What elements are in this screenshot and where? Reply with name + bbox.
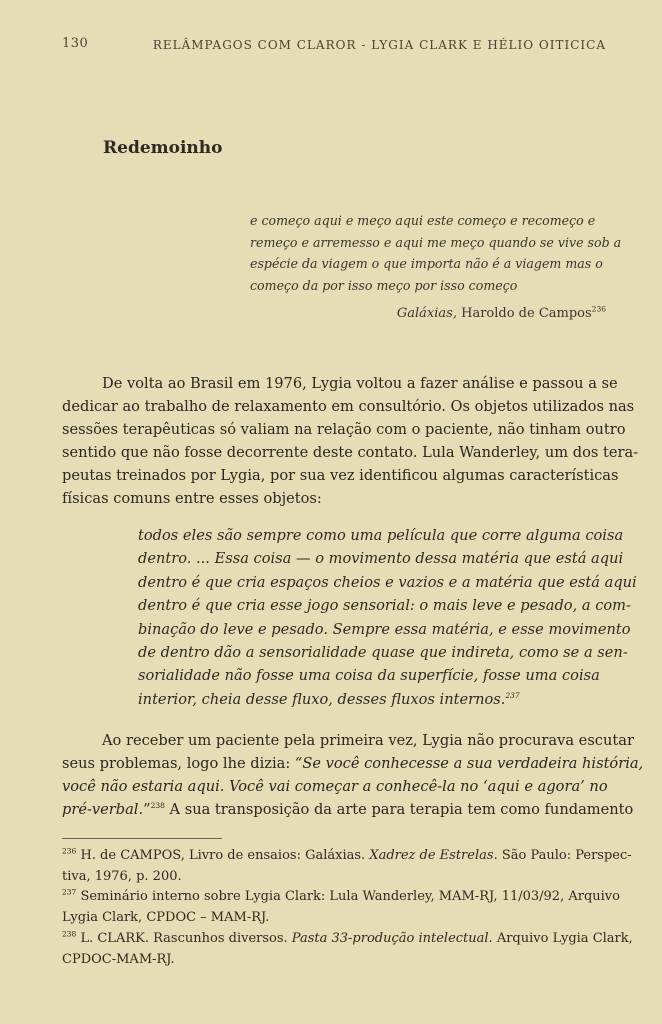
footnote-divider bbox=[62, 838, 222, 839]
footnote-text: Arquivo Lygia Clark, bbox=[492, 930, 633, 946]
paragraph-line: peutas treinados por Lygia, por sua vez identificou algumas características bbox=[62, 467, 619, 484]
paragraph-line: físicas comuns entre esses objetos: bbox=[62, 490, 322, 507]
block-quote bbox=[138, 524, 637, 711]
quoted-speech: pré-verbal. bbox=[62, 801, 144, 818]
paragraph-line: Ao receber um paciente pela primeira vez, Lygia não procurava escutar bbox=[102, 732, 634, 749]
epigraph-line: espécie da viagem o que importa não é a viagem mas o bbox=[250, 256, 603, 271]
quote-line: dentro é que cria espaços cheios e vazios e a matéria que está aqui bbox=[138, 573, 637, 591]
epigraph-source: Galáxias, bbox=[396, 306, 457, 321]
footnote-number: 237 bbox=[62, 888, 77, 898]
footnote-title: Xadrez de Estrelas bbox=[369, 848, 494, 863]
quote-line-last bbox=[138, 688, 602, 711]
quoted-speech-line: você não estaria aqui. Você vai começar a conhecê-la no ‘aqui e agora’ no bbox=[62, 778, 608, 795]
quote-line: binação do leve e pesado. Sempre essa matéria, e esse movimento bbox=[138, 620, 631, 638]
footnote-title: Pasta 33-produção intelectual. bbox=[291, 930, 493, 946]
footnote-236 bbox=[62, 846, 632, 867]
section-title: Redemoinho bbox=[103, 138, 223, 158]
paragraph-text: A sua transposição da arte para terapia tem como fundamento bbox=[164, 801, 634, 818]
paragraph-1 bbox=[62, 372, 639, 510]
paragraph-text: seus problemas, logo lhe dizia: bbox=[62, 755, 295, 772]
paragraph-line: sessões terapêuticas só valiam na relação com o paciente, não tinham outro bbox=[62, 421, 626, 438]
footnote-text: L. CLARK. Rascunhos diversos. bbox=[76, 930, 292, 946]
footnote-number: 236 bbox=[62, 846, 77, 856]
footnote-237 bbox=[62, 887, 620, 908]
quote-line: de dentro dão a sensorialidade quase que indireta, como se a sen- bbox=[138, 644, 628, 662]
running-title: RELÂMPAGOS COM CLAROR - LYGIA CLARK E HÉLIO OITICICA bbox=[152, 38, 606, 52]
quote-line: dentro é que cria esse jogo sensorial: o mais leve e pesado, a com- bbox=[138, 597, 631, 615]
quote-line: sorialidade não fosse uma coisa da superfície, fosse uma coisa bbox=[138, 667, 600, 685]
paragraph-line bbox=[62, 798, 634, 821]
paragraph-2 bbox=[62, 729, 644, 821]
footnote-text: H. de CAMPOS, Livro de ensaios: Galáxias. bbox=[76, 848, 370, 863]
epigraph-attribution bbox=[397, 306, 606, 321]
paragraph-line: sentido que não fosse decorrente deste contato. Lula Wanderley, um dos tera- bbox=[62, 444, 639, 461]
footnote-238-cont: CPDOC-MAM-RJ. bbox=[62, 951, 175, 967]
quote-text: interior, cheia desse fluxo, desses fluxos internos. bbox=[138, 690, 506, 708]
footnote-number: 238 bbox=[62, 929, 77, 939]
quoted-speech: “Se você conhecesse a sua verdadeira história, bbox=[294, 755, 644, 772]
paragraph-line: De volta ao Brasil em 1976, Lygia voltou a fazer análise e passou a se bbox=[102, 375, 618, 392]
footnote-ref[interactable]: 238 bbox=[150, 801, 165, 811]
quote-line: todos eles são sempre como uma película que corre alguma coisa bbox=[138, 527, 624, 544]
footnote-text: . São Paulo: Perspec- bbox=[493, 848, 632, 863]
epigraph-line: começo da por isso meço por isso começo bbox=[250, 277, 518, 293]
epigraph-line: e começo aqui e meço aqui este começo e recomeço e bbox=[250, 213, 596, 228]
paragraph-line bbox=[62, 752, 644, 775]
epigraph bbox=[250, 210, 622, 296]
closing-quote: ” bbox=[143, 801, 151, 818]
quote-line: dentro. ... Essa coisa — o movimento dessa matéria que está aqui bbox=[138, 550, 624, 568]
footnote-text: Seminário interno sobre Lygia Clark: Lula Wanderley, MAM-RJ, 11/03/92, Arquivo bbox=[76, 889, 620, 905]
epigraph-author: Haroldo de Campos bbox=[461, 306, 592, 321]
footnote-ref[interactable]: 237 bbox=[505, 690, 520, 700]
footnotes bbox=[62, 846, 633, 970]
footnote-237-cont: Lygia Clark, CPDOC – MAM-RJ. bbox=[62, 910, 270, 926]
page-number: 130 bbox=[62, 36, 89, 51]
footnote-238 bbox=[62, 929, 633, 950]
paragraph-line: dedicar ao trabalho de relaxamento em consultório. Os objetos utilizados nas bbox=[62, 398, 635, 415]
footnote-ref[interactable]: 236 bbox=[591, 304, 606, 314]
epigraph-line: remeço e arremesso e aqui me meço quando se vive sob a bbox=[250, 234, 622, 250]
footnote-236-cont: tiva, 1976, p. 200. bbox=[62, 868, 182, 884]
